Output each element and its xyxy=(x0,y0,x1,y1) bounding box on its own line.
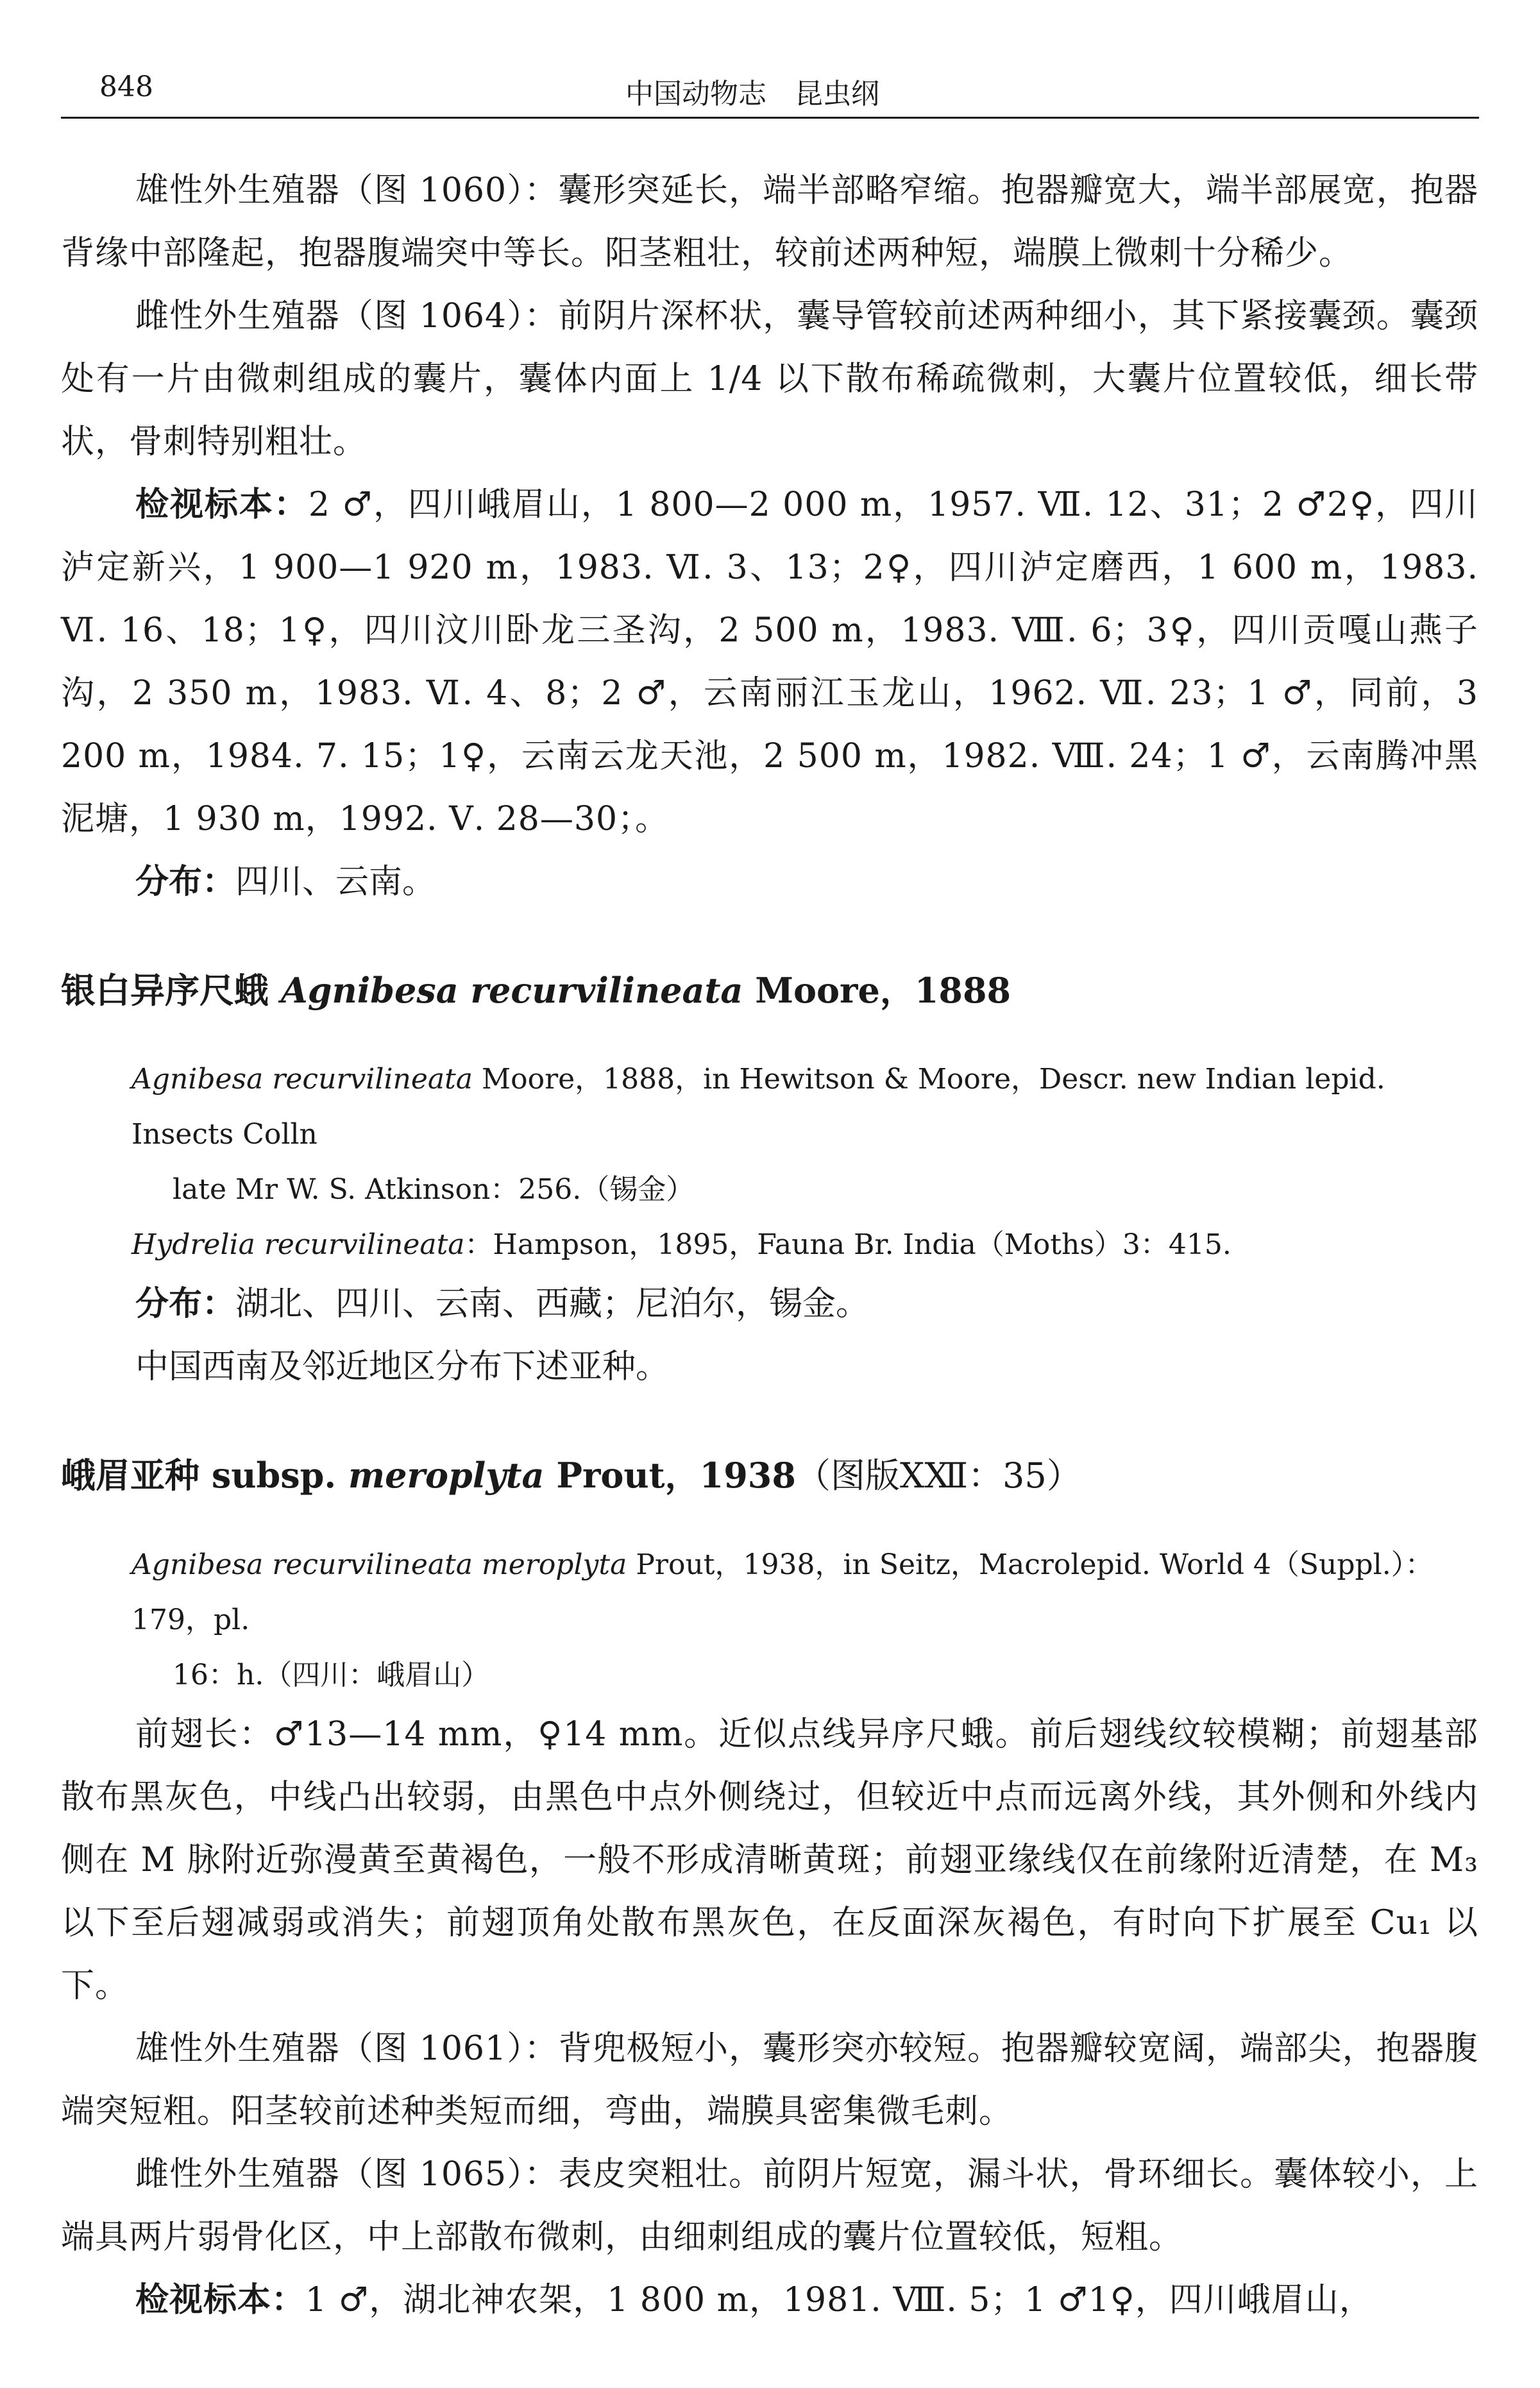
specimens-label: 检视标本： xyxy=(135,485,309,524)
citation-2 xyxy=(131,1217,1478,1273)
header-rule xyxy=(61,117,1479,119)
specimens-2-paragraph xyxy=(61,2269,1478,2332)
subspecies-sci-name: meroplyta xyxy=(348,1455,545,1496)
citation-1 xyxy=(131,1052,1478,1217)
page-number: 848 xyxy=(99,71,153,103)
page-body xyxy=(61,159,1478,2332)
distribution-2-text: 湖北、四川、云南、西藏；尼泊尔，锡金。 xyxy=(235,1285,870,1323)
species-heading xyxy=(61,958,1478,1022)
species-cn-name: 银白异序尺蛾 xyxy=(61,970,281,1011)
page-header xyxy=(99,71,1479,110)
citation-2-text: ：Hampson，1895，Fauna Br. India（Moths）3：415. xyxy=(464,1228,1231,1261)
subspecies-heading xyxy=(61,1443,1478,1508)
citation-1-line1: Moore，1888，in Hewitson & Moore，Descr. new Indian lepid. Insects Colln xyxy=(131,1063,1385,1151)
citation-3-line1: Prout，1938，in Seitz，Macrolepid. World 4（Suppl.）：179，pl. xyxy=(131,1548,1434,1636)
male-genitalia-paragraph: 雄性外生殖器（图 1060）：囊形突延长，端半部略窄缩。抱器瓣宽大，端半部展宽，抱器背缘中部隆起，抱器腹端突中等长。阳茎粗壮，较前述两种短，端膜上微刺十分稀少。 xyxy=(61,171,1478,273)
citation-2-sci: Hydrelia recurvilineata xyxy=(131,1228,465,1261)
distribution-2-label: 分布： xyxy=(135,1284,236,1323)
specimens-2-label: 检视标本： xyxy=(135,2280,306,2319)
species-sci-name: Agnibesa recurvilineata xyxy=(280,970,743,1011)
specimens-2-text: 1 ♂，湖北神农架，1 800 m，1981. Ⅷ. 5；1 ♂1♀，四川峨眉山， xyxy=(305,2281,1373,2319)
female-genitalia-paragraph: 雌性外生殖器（图 1064）：前阴片深杯状，囊导管较前述两种细小，其下紧接囊颈。囊颈处有一片由微刺组成的囊片，囊体内面上 1/4 以下散布稀疏微刺，大囊片位置较低，细长带状，骨刺特别粗壮。 xyxy=(61,297,1478,461)
subspecies-author: Prout，1938 xyxy=(544,1455,796,1496)
subspecies-prefix: subsp. xyxy=(211,1455,348,1496)
subspecies-plate: （图版ⅩⅫ：35） xyxy=(795,1455,1081,1496)
specimens-paragraph xyxy=(61,473,1478,851)
subspecies-note: 中国西南及邻近地区分布下述亚种。 xyxy=(135,1348,670,1386)
citation-3 xyxy=(131,1537,1478,1703)
citation-3-sci: Agnibesa recurvilineata meroplyta xyxy=(131,1548,627,1581)
citation-1-sci: Agnibesa recurvilineata xyxy=(131,1063,473,1096)
subspecies-cn-name: 峨眉亚种 xyxy=(61,1455,212,1496)
citation-3-line2: 16：h.（四川：峨眉山） xyxy=(173,1659,490,1691)
forewing-paragraph: 前翅长：♂13—14 mm，♀14 mm。近似点线异序尺蛾。前后翅线纹较模糊；前翅基部散布黑灰色，中线凸出较弱，由黑色中点外侧绕过，但较近中点而远离外线，其外侧和外线内侧在 M 脉附近弥漫黄至黄褐色，一般不形成清晰黄斑；前翅亚缘线仅在前缘附近清楚，在 M₃ 以下至后翅减弱或消失；前翅顶角处散布黑灰色，在反面深灰褐色，有时向下扩展至 Cu₁ 以下。 xyxy=(61,1715,1478,2005)
distribution-label: 分布： xyxy=(135,862,236,901)
male-genitalia-2-paragraph: 雄性外生殖器（图 1061）：背兜极短小，囊形突亦较短。抱器瓣较宽阔，端部尖，抱器腹端突短粗。阳茎较前述种类短而细，弯曲，端膜具密集微毛刺。 xyxy=(61,2029,1478,2131)
citation-1-line2: late Mr W. S. Atkinson：256.（锡金） xyxy=(173,1173,695,1206)
specimens-text: 2 ♂，四川峨眉山，1 800—2 000 m，1957. Ⅶ. 12、31；2 ♂2♀，四川泸定新兴，1 900—1 920 m，1983. Ⅵ. 3、13；2♀，四川泸定磨西，1 600 m，1983. Ⅵ. 16、18；1♀，四川汶川卧龙三圣沟，2 500 m，1983. Ⅷ. 6；3♀，四川贡嘎山燕子沟，2 350 m，1983. Ⅵ. 4、8；2 ♂，云南丽江玉龙山，1962. Ⅶ. 23；1 ♂，同前，3 200 m，1984. 7. 15；1♀，云南云龙天池，2 500 m，1982. Ⅷ. 24；1 ♂，云南腾冲黑泥塘，1 930 m，1992. Ⅴ. 28—30；。 xyxy=(61,486,1478,838)
distribution-2-paragraph xyxy=(61,1273,1478,1335)
species-author: Moore，1888 xyxy=(743,970,1011,1011)
running-title: 中国动物志 昆虫纲 xyxy=(625,78,879,110)
female-genitalia-2-paragraph: 雌性外生殖器（图 1065）：表皮突粗壮。前阴片短宽，漏斗状，骨环细长。囊体较小，上端具两片弱骨化区，中上部散布微刺，由细刺组成的囊片位置较低，短粗。 xyxy=(61,2155,1478,2257)
distribution-paragraph xyxy=(61,851,1478,913)
distribution-text: 四川、云南。 xyxy=(235,863,436,901)
